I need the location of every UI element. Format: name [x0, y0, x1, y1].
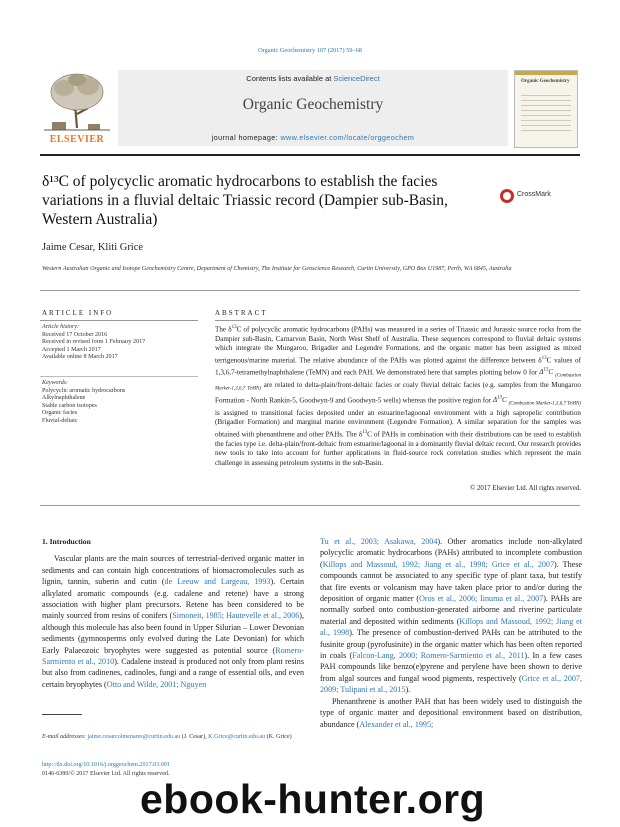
text: ). Cadalene instead is produced not only from plant resins but also from cadinenes, cadinoles, fungi and a range of essential oils, and even certain bryophytes ( — [42, 657, 304, 689]
delta-marker: $\Delta^{13}C$ $_{(Combustion Marker-1,3,6,7 TeMN)}$ — [215, 367, 581, 392]
keywords-rule — [40, 376, 198, 377]
sup-13: 13 — [497, 395, 503, 401]
keywords — [42, 380, 202, 426]
history-received: Received 17 October 2016 — [42, 331, 108, 338]
intro-right-column — [320, 536, 582, 730]
intro-paragraph — [320, 696, 582, 730]
marker-subscript: (Combustion Marker-1,3,6,7 TeMN) — [215, 373, 581, 392]
delta-symbol: Δ — [539, 367, 544, 376]
footnote-label: E-mail addresses: — [42, 734, 88, 740]
citation-link[interactable]: de Leeuw and Largeau, 1993 — [164, 577, 271, 587]
watermark: ebook-hunter.org — [140, 776, 486, 822]
article-authors: Jaime Cesar, Kliti Grice — [42, 242, 144, 253]
sup-13: 13 — [541, 355, 547, 361]
abstract-text: is assigned to transitional facies deposited under an estuarine/lagoonal environment with a high sapropelic contribution (Brigadier Formation) and marginal marine environment (Legendre Formation). A similar separation for the samples was obtained with phenanthrene and other PAHs. The δ — [215, 408, 581, 439]
article-info-rule — [40, 320, 198, 321]
keyword-item: Fluvial-deltaic — [42, 417, 78, 424]
contents-line — [118, 74, 508, 83]
crossmark-label: CrossMark — [517, 191, 551, 198]
text: (J. Cesar), — [180, 734, 209, 740]
text: ). Certain alkylated aromatic compounds (e.g. cadalene and retene) have a strong association with higher plant precursors. Retene has been considered to be mainly sourced from resins of conifers ( — [42, 577, 304, 621]
history-accepted: Accepted 1 March 2017 — [42, 346, 101, 353]
citation-link[interactable]: Killops and Massoud, 1992; Jiang et al., 1998; Grice et al., 2007 — [322, 559, 555, 569]
citation-link[interactable]: Oros et al., 2006; Iinuma et al., 2007 — [419, 594, 544, 604]
sup-13: 13 — [231, 325, 237, 330]
rights-line: 0146-6380/© 2017 Elsevier Ltd. All rights reserved. — [42, 770, 170, 777]
intro-paragraph — [42, 553, 304, 690]
doi-link[interactable]: http://dx.doi.org/10.1016/j.orggeochem.2017.03.001 — [42, 762, 170, 768]
history-label: Article history: — [42, 324, 80, 330]
text: ). These compounds cannot be associated to any specific type of plant taxa, but testify that fire events or volcanism may have taken place prior to and/or during the deposition of organic matter ( — [320, 559, 583, 604]
cover-title: Organic Geochemistry — [521, 79, 570, 84]
header-rule — [40, 154, 580, 156]
email-link[interactable]: K.Grice@curtin.edu.au — [208, 734, 266, 740]
journal-cover-thumbnail — [514, 70, 578, 148]
text: Phenanthrene is another PAH that has been widely used to distinguish the type of organic matter and depositional environment based on distribution, abundance ( — [320, 696, 582, 729]
intro-left-column — [42, 536, 304, 690]
sup-13: 13 — [362, 429, 368, 435]
citation-link[interactable]: Falcon-Lang, 2000; Romero-Sarmiento et al., 2011 — [352, 651, 525, 661]
affiliation-rule — [40, 290, 580, 291]
abstract-text: are related to delta-plain/front-deltaic facies or coaly fluvial deltaic facies (e.g. samples from the Mungaroo Formation - North Rankin-5, Goodwyn-9 and Goodwyn-5 wells) whereas the positive region for — [215, 380, 581, 405]
abstract-copyright: © 2017 Elsevier Ltd. All rights reserved. — [470, 485, 581, 492]
citation-link[interactable]: Killops and Massoud, 1992; Jiang et al., 1998 — [320, 616, 582, 638]
publisher-name: ELSEVIER — [49, 134, 105, 145]
crossmark-icon-inner — [503, 192, 511, 200]
homepage-link[interactable]: www.elsevier.com/locate/orggeochem — [280, 133, 415, 142]
citation-link[interactable]: Grice et al., 2007, 2009; Tulipani et al., 2015 — [320, 673, 582, 695]
marker-subscript: (Combustion Marker-1,3,6,7 TeMN) — [508, 401, 581, 407]
footnote-rule — [42, 714, 82, 715]
abstract-text: C of polycyclic aromatic hydrocarbons (PAHs) was measured in a series of Triassic and Jurassic source rocks from the Dampier sub-Basin, Carnarvon Basin, North West Shelf of Australia. These sequences correspond to fluvial deltaic systems which integrate the Mungaroo, Brigadier and Legendre Formations, and the organic matter has been assigned as mixed terrigenous/marine material. The relative abundance of the PAHs was plotted against the difference between δ — [215, 325, 581, 365]
abstract-text: C of PAHs in combination with their distributions can be used to establish the facies type i.e. delta-plain/front-deltaic from estuarine/lagoonal in a dominantly fluvial deltaic record. Our research provides new tools to take into account for further applications in fluid-source rock correlation studies which represent the main challenge in assessing petroleum systems in the sub-Basin. — [215, 430, 581, 467]
text: Vascular plants are the main sources of terrestrial-derived organic matter in sediments and can contain high concentrations of biomacromolecules such as lignin, tannin, suberin and cutin ( — [42, 554, 304, 587]
citation-link[interactable]: Simoneit, 1985; Hautevelle et al., 2006 — [172, 611, 300, 621]
abstract-heading: ABSTRACT — [215, 309, 268, 317]
abstract-rule — [215, 320, 581, 321]
article-history — [42, 324, 202, 362]
contents-prefix: Contents lists available at — [246, 74, 334, 83]
history-revised: Received in revised form 1 February 2017 — [42, 339, 146, 346]
text: ). In a few cases PAH compounds like benzo(e)pyrene and perylene have been shown to derive from algal sources and fungal wood pigments, respectively ( — [320, 651, 583, 683]
text: ). — [405, 685, 411, 695]
article-info-heading: ARTICLE INFO — [42, 309, 114, 317]
email-link[interactable]: jaime.cesarcolmenares@curtin.edu.au — [87, 734, 181, 740]
sup-13: 13 — [543, 367, 549, 373]
text: (K. Grice) — [265, 734, 292, 740]
citation-link[interactable]: Romero-Sarmiento et al., 2010 — [42, 645, 304, 667]
delta-marker: $\Delta^{13}C$ $_{(Combustion Marker-1,3,6,7 TeMN)}$ — [492, 395, 581, 407]
text: ). PAHs are normally sorbed onto combustion-generated airborne and riverine particulate material and deposited within sediments ( — [320, 594, 582, 626]
citation-link[interactable]: Otto and Wilde, 2001; Nguyen — [106, 679, 207, 689]
footnote — [42, 733, 304, 741]
abstract-body — [215, 323, 581, 468]
author-affiliation: Western Australian Organic and Isotope Geochemistry Centre, Department of Chemistry, The Institute for Geoscience Research, Curtin University, GPO Box U1987, Perth, WA 6845, Australia — [42, 266, 512, 272]
abstract-text: C values of 1,3,6,7-tetramethylnaphthalene (TeMN) and each PAH. We demonstrated here that samples plotting below 0 for — [215, 356, 581, 376]
keywords-label: Keywords: — [42, 380, 69, 386]
sciencedirect-link[interactable]: ScienceDirect — [333, 74, 380, 83]
journal-homepage — [118, 133, 508, 142]
text: ). Other aromatics include non-alkylated polycyclic aromatic hydrocarbons (PAHs) attributed to incomplete combustion ( — [320, 537, 582, 569]
history-online: Available online 8 March 2017 — [42, 354, 118, 361]
article-title: δ¹³C of polycyclic aromatic hydrocarbons to establish the facies variations in a fluvial deltaic Triassic record (Dampier sub-Basin, Western Australia) — [42, 173, 448, 228]
keyword-item: Organic facies — [42, 410, 78, 417]
cover-bar — [515, 71, 577, 75]
journal-title: Organic Geochemistry — [242, 96, 384, 113]
citation-link[interactable]: Alexander et al., 1995; — [359, 719, 434, 729]
journal-reference[interactable]: Organic Geochemistry 107 (2017) 59–68 — [258, 47, 362, 54]
text: ). The presence of combustion-derived PAHs can be attributed to the fusinite group (pyrofusinite) in the organic matter which has been often reported in coals ( — [320, 628, 582, 661]
citation-link[interactable]: Tu et al., 2003; Asakawa, 2004 — [320, 537, 438, 546]
delta-symbol: Δ — [492, 396, 498, 405]
homepage-prefix: journal homepage: — [211, 133, 281, 142]
text: ), although this molecule has also been found in Upper Silurian – Lower Devonian sediments (gymnosperms only evolved during the Late Devonian) for which Early Palaeozoic bryophytes were suggested as potential source ( — [42, 611, 304, 655]
cover-lines — [521, 95, 571, 135]
keyword-item: Polycyclic aromatic hydrocarbons — [42, 387, 126, 394]
keyword-item: Stable carbon isotopes — [42, 402, 97, 409]
keyword-item: Alkylnaphthalene — [42, 395, 86, 402]
intro-paragraph — [320, 536, 582, 696]
intro-heading: 1. Introduction — [42, 537, 91, 546]
abstract-text: The δ — [215, 325, 232, 334]
abstract-bottom-rule — [40, 505, 580, 506]
